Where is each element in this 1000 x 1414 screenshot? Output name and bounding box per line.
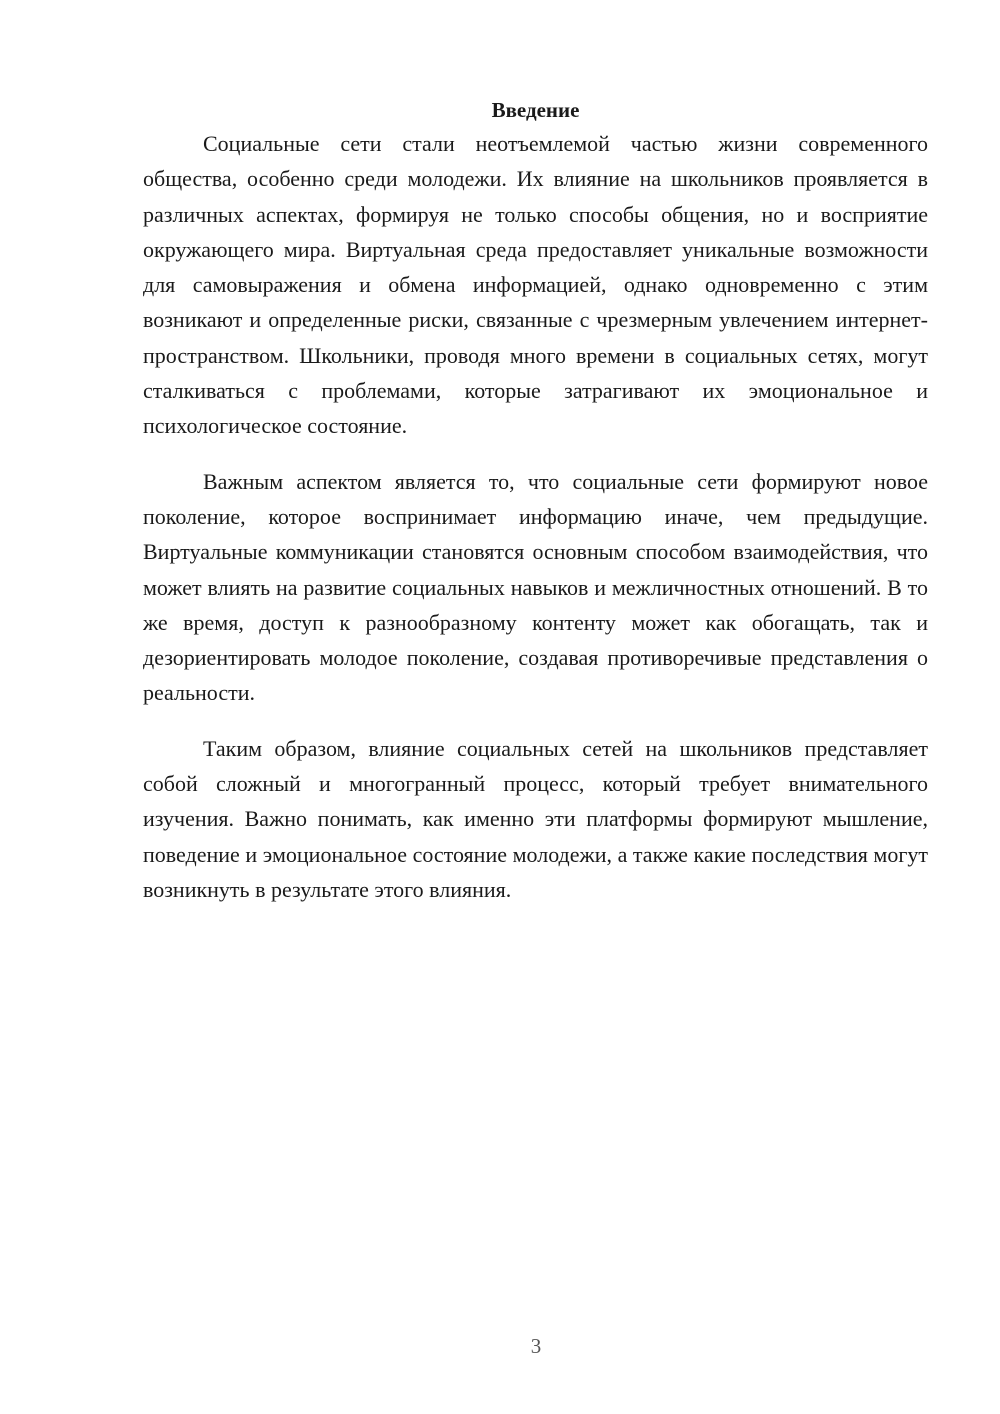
paragraph-3: Таким образом, влияние социальных сетей на школьников представляет собой сложный и многогранный процесс, который требует внимательного изучения. Важно понимать, как именно эти платформы формируют мышление, поведение и эмоциональное состояние молодежи, а также какие последствия могут возникнуть в результате этого влияния. (143, 735, 928, 902)
page-number: 3 (530, 1334, 542, 1358)
paragraph-1: Социальные сети стали неотъемлемой частью жизни современного общества, особенно среди молодежи. Их влияние на школьников проявляется в различных аспектах, формируя не только способы общения, но и восприятие окружающего мира. Виртуальная среда предоставляет уникальные возможности для самовыражения и обмена информацией, однако одновременно с этим возникают и определенные риски, связанные с чрезмерным увлечением интернет-пространством. Школьники, проводя много времени в социальных сетях, могут сталкиваться с проблемами, которые затрагивают их эмоциональное и психологическое состояние. (143, 131, 928, 439)
page-content (143, 92, 928, 907)
section-heading: Введение (491, 98, 580, 122)
paragraph-2: Важным аспектом является то, что социальные сети формируют новое поколение, которое воспринимает информацию иначе, чем предыдущие. Виртуальные коммуникации становятся основным способом взаимодействия, что может влиять на развитие социальных навыков и межличностных отношений. В то же время, доступ к разнообразному контенту может как обогащать, так и дезориентировать молодое поколение, создавая противоречивые представления о реальности. (143, 468, 928, 706)
